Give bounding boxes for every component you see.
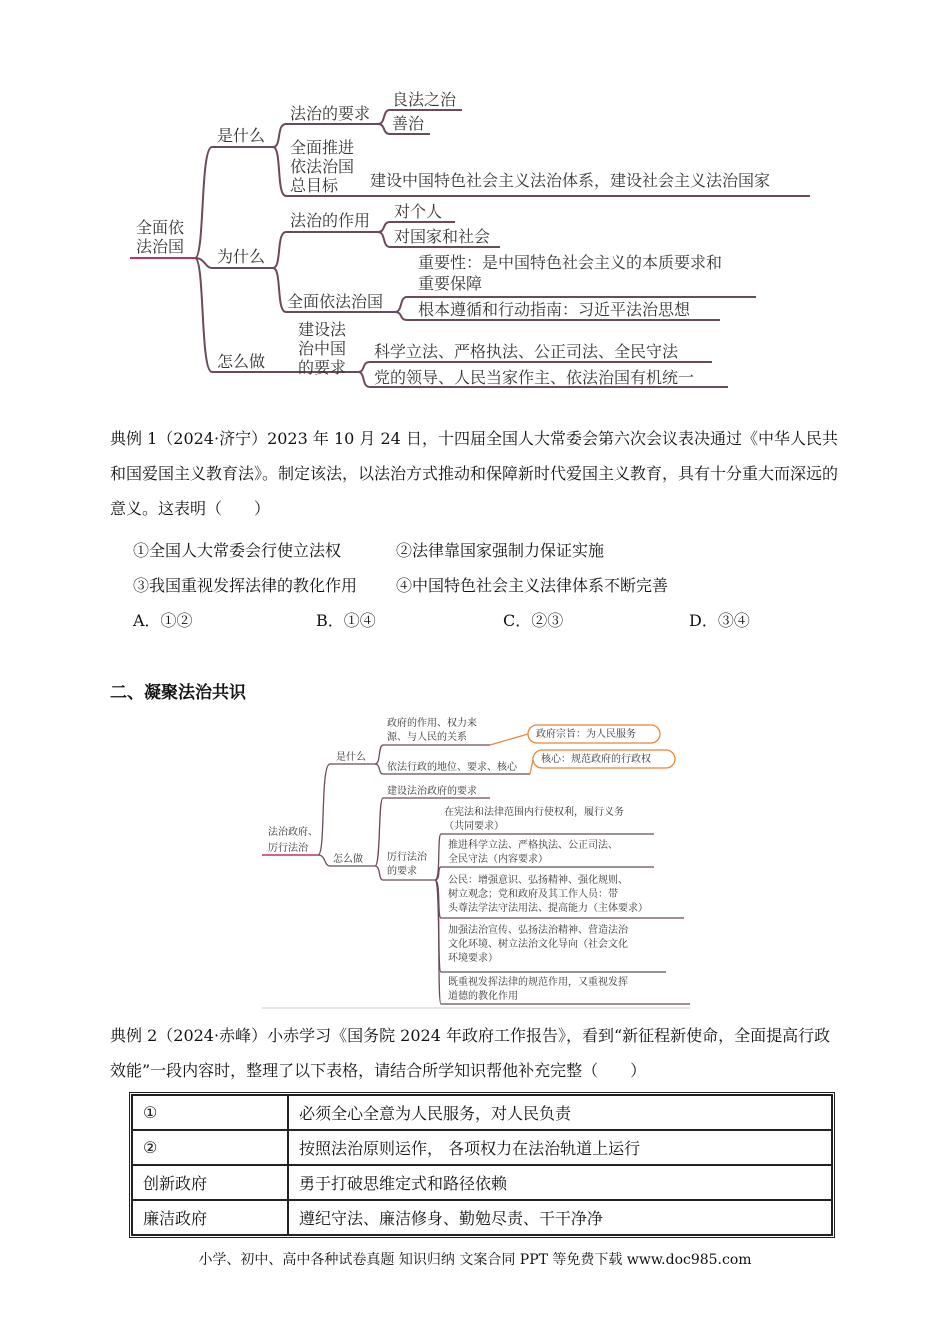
mindmap1-organic-unity: 党的领导、人民当家作主、依法治国有机统一 (374, 368, 695, 387)
mindmap1-branch-how: 怎么做 (217, 352, 266, 371)
mindmap1-branch-why: 为什么 (217, 247, 266, 266)
table-cell: ① (132, 1095, 288, 1130)
mindmap2-branch-what: 是什么 (336, 752, 366, 763)
table-cell: ② (132, 1130, 288, 1165)
mindmap2-admin-by-law: 依法行政的地位、要求、核心 (387, 762, 517, 773)
example1-statement-1: ①全国人大常委会行使立法权 (133, 541, 342, 560)
mindmap1-role-of-law: 法治的作用 (290, 211, 371, 230)
mindmap2-item-subject: 公民：增强意识、弘扬精神、强化规则、 树立观念；党和政府及其工作人员：带 头尊法学法守法用法、提高能力（主体要求） (448, 875, 648, 914)
mindmap1-for-individual: 对个人 (394, 202, 443, 221)
table-cell: 勇于打破思维定式和路径依赖 (288, 1165, 832, 1200)
mindmap2-gov-role: 政府的作用、权力来 源、与人民的关系 (387, 718, 477, 743)
table-cell: 遵纪守法、廉洁修身、勤勉尽责、干干净净 (288, 1200, 832, 1235)
example1-option-b: B．①④ (316, 611, 376, 630)
mindmap2-gov-purpose-box: 政府宗旨：为人民服务 (536, 729, 636, 740)
mindmap2-item-common: 在宪法和法律范围内行使权利，履行义务 （共同要求） (444, 807, 624, 832)
table-row (132, 1200, 832, 1235)
example1-option-d: D．③④ (689, 611, 750, 630)
mindmap2-root: 法治政府、 厉行法治 (268, 827, 318, 854)
mindmap2-item-morality: 既重视发挥法律的规范作用，又重视发挥 道德的教化作用 (448, 977, 628, 1002)
mindmap1-comprehensive-rule-of-law: 全面依法治国 (287, 292, 384, 311)
mindmap2-core-box: 核心：规范政府的行政权 (541, 754, 651, 765)
table-row (132, 1095, 832, 1130)
table-cell: 创新政府 (132, 1165, 288, 1200)
example1-statement-4: ④中国特色社会主义法律体系不断完善 (396, 576, 669, 595)
mindmap1-branch-what: 是什么 (217, 126, 266, 145)
mindmap2-item-culture: 加强法治宣传、弘扬法治精神、营造法治 文化环境、树立法治文化导向（社会文化 环境要求） (448, 925, 628, 964)
mindmap1-rule-of-law-requirement: 法治的要求 (290, 104, 371, 123)
mindmap1-root: 全面依 法治国 (136, 218, 185, 256)
mindmap1-overall-goal: 全面推进 依法治国 总目标 (290, 138, 355, 195)
mindmap2-build-law-gov: 建设法治政府的要求 (387, 786, 477, 797)
page-footer: 小学、初中、高中各种试卷真题 知识归纳 文案合同 PPT 等免费下载 www.doc985.com (198, 1252, 752, 1268)
mindmap1-importance: 重要性：是中国特色社会主义的本质要求和 重要保障 (418, 253, 723, 293)
mindmap1-good-law: 良法之治 (392, 90, 457, 109)
section2-heading: 二、凝聚法治共识 (110, 683, 246, 703)
mindmap1-sixteen-words: 科学立法、严格执法、公正司法、全民守法 (374, 342, 679, 361)
example1-statement-2: ②法律靠国家强制力保证实施 (396, 541, 605, 560)
example1-statement-3: ③我国重视发挥法律的教化作用 (133, 576, 358, 595)
table-cell: 必须全心全意为人民服务，对人民负责 (288, 1095, 832, 1130)
example2-stem: 典例 2（2024·赤峰）小赤学习《国务院 2024 年政府工作报告》，看到“新征程新使命，全面提高行政效能”一段内容时，整理了以下表格，请结合所学知识帮他补充完整（ ） (110, 1026, 831, 1080)
example1-option-c: C．②③ (503, 611, 564, 630)
mindmap1-overall-goal-text: 建设中国特色社会主义法治体系，建设社会主义法治国家 (370, 171, 771, 190)
table-row (132, 1130, 832, 1165)
table-cell: 按照法治原则运作， 各项权力在法治轨道上运行 (288, 1130, 832, 1165)
mindmap2-item-content: 推进科学立法、严格执法、公正司法、 全民守法（内容要求） (448, 840, 618, 865)
table-row (132, 1165, 832, 1200)
mindmap1-good-governance: 善治 (392, 114, 425, 133)
table-cell: 廉洁政府 (132, 1200, 288, 1235)
mindmap1-for-state-society: 对国家和社会 (394, 227, 491, 246)
mindmap1-build-requirement: 建设法 治中国 的要求 (298, 320, 347, 377)
example1-stem: 典例 1（2024·济宁）2023 年 10 月 24 日，十四届全国人大常委会第六次会议表决通过《中华人民共和国爱国主义教育法》。制定该法，以法治方式推动和保障新时代爱国主义教育，具有十分重大而深远的意义。这表明（ ） (110, 429, 839, 518)
mindmap2-branch-how: 怎么做 (333, 854, 363, 865)
mindmap1-guidance: 根本遵循和行动指南：习近平法治思想 (418, 300, 691, 319)
mindmap2-rule-of-law-req: 厉行法治 的要求 (387, 852, 427, 877)
government-table (129, 1092, 835, 1238)
example1-option-a: A．①② (133, 611, 193, 630)
